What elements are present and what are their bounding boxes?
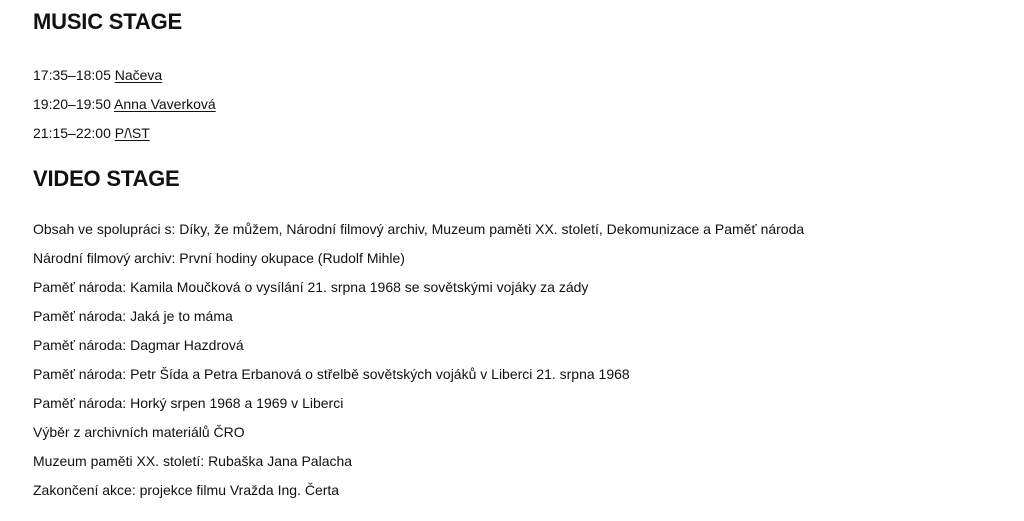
performance-time: 19:20–19:50 [33,96,111,112]
video-stage-section [33,167,1024,505]
list-item: Výběr z archivních materiálů ČRO [33,424,245,440]
music-stage-section [33,10,1024,148]
list-item: Paměť národa: Dagmar Hazdrová [33,337,244,353]
list-item: Obsah ve spolupráci s: Díky, že můžem, Národní filmový archiv, Muzeum paměti XX. století, Dekomunizace a Paměť národa [33,221,805,237]
list-item: Muzeum paměti XX. století: Rubaška Jana Palacha [33,453,353,469]
list-item: Paměť národa: Jaká je to máma [33,308,233,324]
schedule-item [33,90,1024,119]
artist-link-naceva[interactable]: Načeva [114,67,163,83]
video-stage-list [33,215,1024,505]
performance-time: 17:35–18:05 [33,67,111,83]
music-stage-schedule [33,61,1024,148]
list-item: Národní filmový archiv: První hodiny okupace (Rudolf Mihle) [33,250,405,266]
list-item: Zakončení akce: projekce filmu Vražda Ing. Čerta [33,482,340,498]
schedule-item [33,119,1024,148]
artist-link-past[interactable]: P/\ST [114,125,150,141]
list-item: Paměť národa: Horký srpen 1968 a 1969 v Liberci [33,395,344,411]
artist-link-anna-vaverkova[interactable]: Anna Vaverková [113,96,216,112]
music-stage-heading: MUSIC STAGE [33,9,182,34]
video-stage-heading: VIDEO STAGE [33,166,180,191]
performance-time: 21:15–22:00 [33,125,111,141]
list-item: Paměť národa: Petr Šída a Petra Erbanová o střelbě sovětských vojáků v Liberci 21. srpna 1968 [33,366,630,382]
list-item: Paměť národa: Kamila Moučková o vysílání 21. srpna 1968 se sovětskými vojáky za zády [33,279,589,295]
schedule-item [33,61,1024,90]
